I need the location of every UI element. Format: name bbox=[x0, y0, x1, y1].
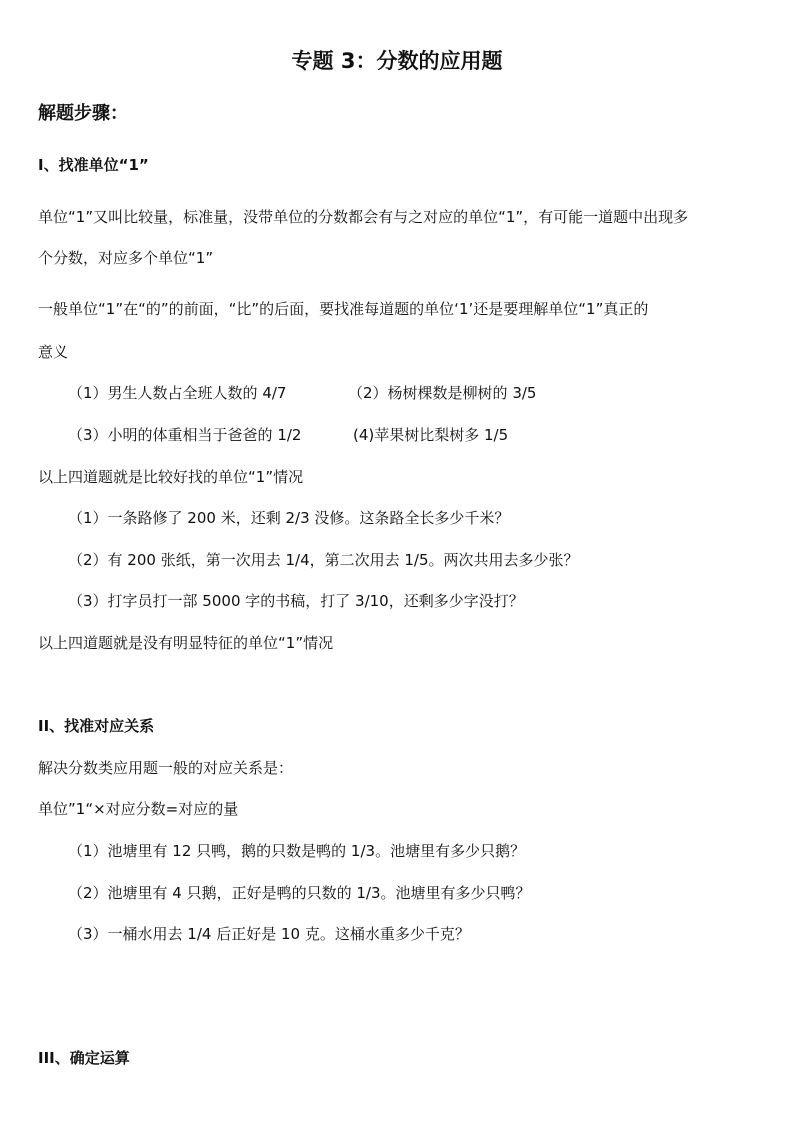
hard-example-3: （3）打字员打一部 5000 字的书稿，打了 3/10，还剩多少字没打？ bbox=[68, 592, 524, 610]
section1-heading: I、找准单位“1” bbox=[38, 156, 149, 174]
page-title: 专题 3：分数的应用题 bbox=[291, 49, 503, 73]
section3-heading: III、确定运算 bbox=[38, 1049, 130, 1067]
section1-para1-line1: 单位“1”又叫比较量，标准量，没带单位的分数都会有与之对应的单位“1”，有可能一道题中出现多 bbox=[38, 208, 689, 226]
relation-example-1: （1）池塘里有 12 只鸭，鹅的只数是鸭的 1/3。池塘里有多少只鹅？ bbox=[68, 842, 526, 860]
easy-example-1: （1）男生人数占全班人数的 4/7 bbox=[68, 384, 287, 402]
section1-para2-line2: 意义 bbox=[38, 343, 69, 361]
easy-example-3: （3）小明的体重相当于爸爸的 1/2 bbox=[68, 426, 302, 444]
easy-summary: 以上四道题就是比较好找的单位“1”情况 bbox=[38, 468, 304, 486]
easy-example-4: (4)苹果树比梨树多 1/5 bbox=[353, 426, 509, 444]
steps-heading: 解题步骤： bbox=[38, 103, 128, 124]
section1-para1-line2: 个分数，对应多个单位“1” bbox=[38, 249, 214, 267]
hard-summary: 以上四道题就是没有明显特征的单位“1”情况 bbox=[38, 634, 334, 652]
section1-para2-line1: 一般单位“1”在“的”的前面，“比”的后面，要找准每道题的单位‘1’还是要理解单位“1”真正的 bbox=[38, 300, 649, 318]
section2-formula: 单位”1“×对应分数=对应的量 bbox=[38, 800, 239, 818]
hard-example-1: （1）一条路修了 200 米，还剩 2/3 没修。这条路全长多少千米？ bbox=[68, 509, 510, 527]
section2-heading: II、找准对应关系 bbox=[38, 717, 155, 735]
relation-example-3: （3）一桶水用去 1/4 后正好是 10 克。这桶水重多少千克？ bbox=[68, 925, 470, 943]
easy-example-2: （2）杨树棵数是柳树的 3/5 bbox=[348, 384, 537, 402]
hard-example-2: （2）有 200 张纸，第一次用去 1/4，第二次用去 1/5。两次共用去多少张？ bbox=[68, 551, 579, 569]
relation-example-2: （2）池塘里有 4 只鹅，正好是鸭的只数的 1/3。池塘里有多少只鸭？ bbox=[68, 884, 531, 902]
section2-intro: 解决分数类应用题一般的对应关系是： bbox=[38, 759, 294, 777]
